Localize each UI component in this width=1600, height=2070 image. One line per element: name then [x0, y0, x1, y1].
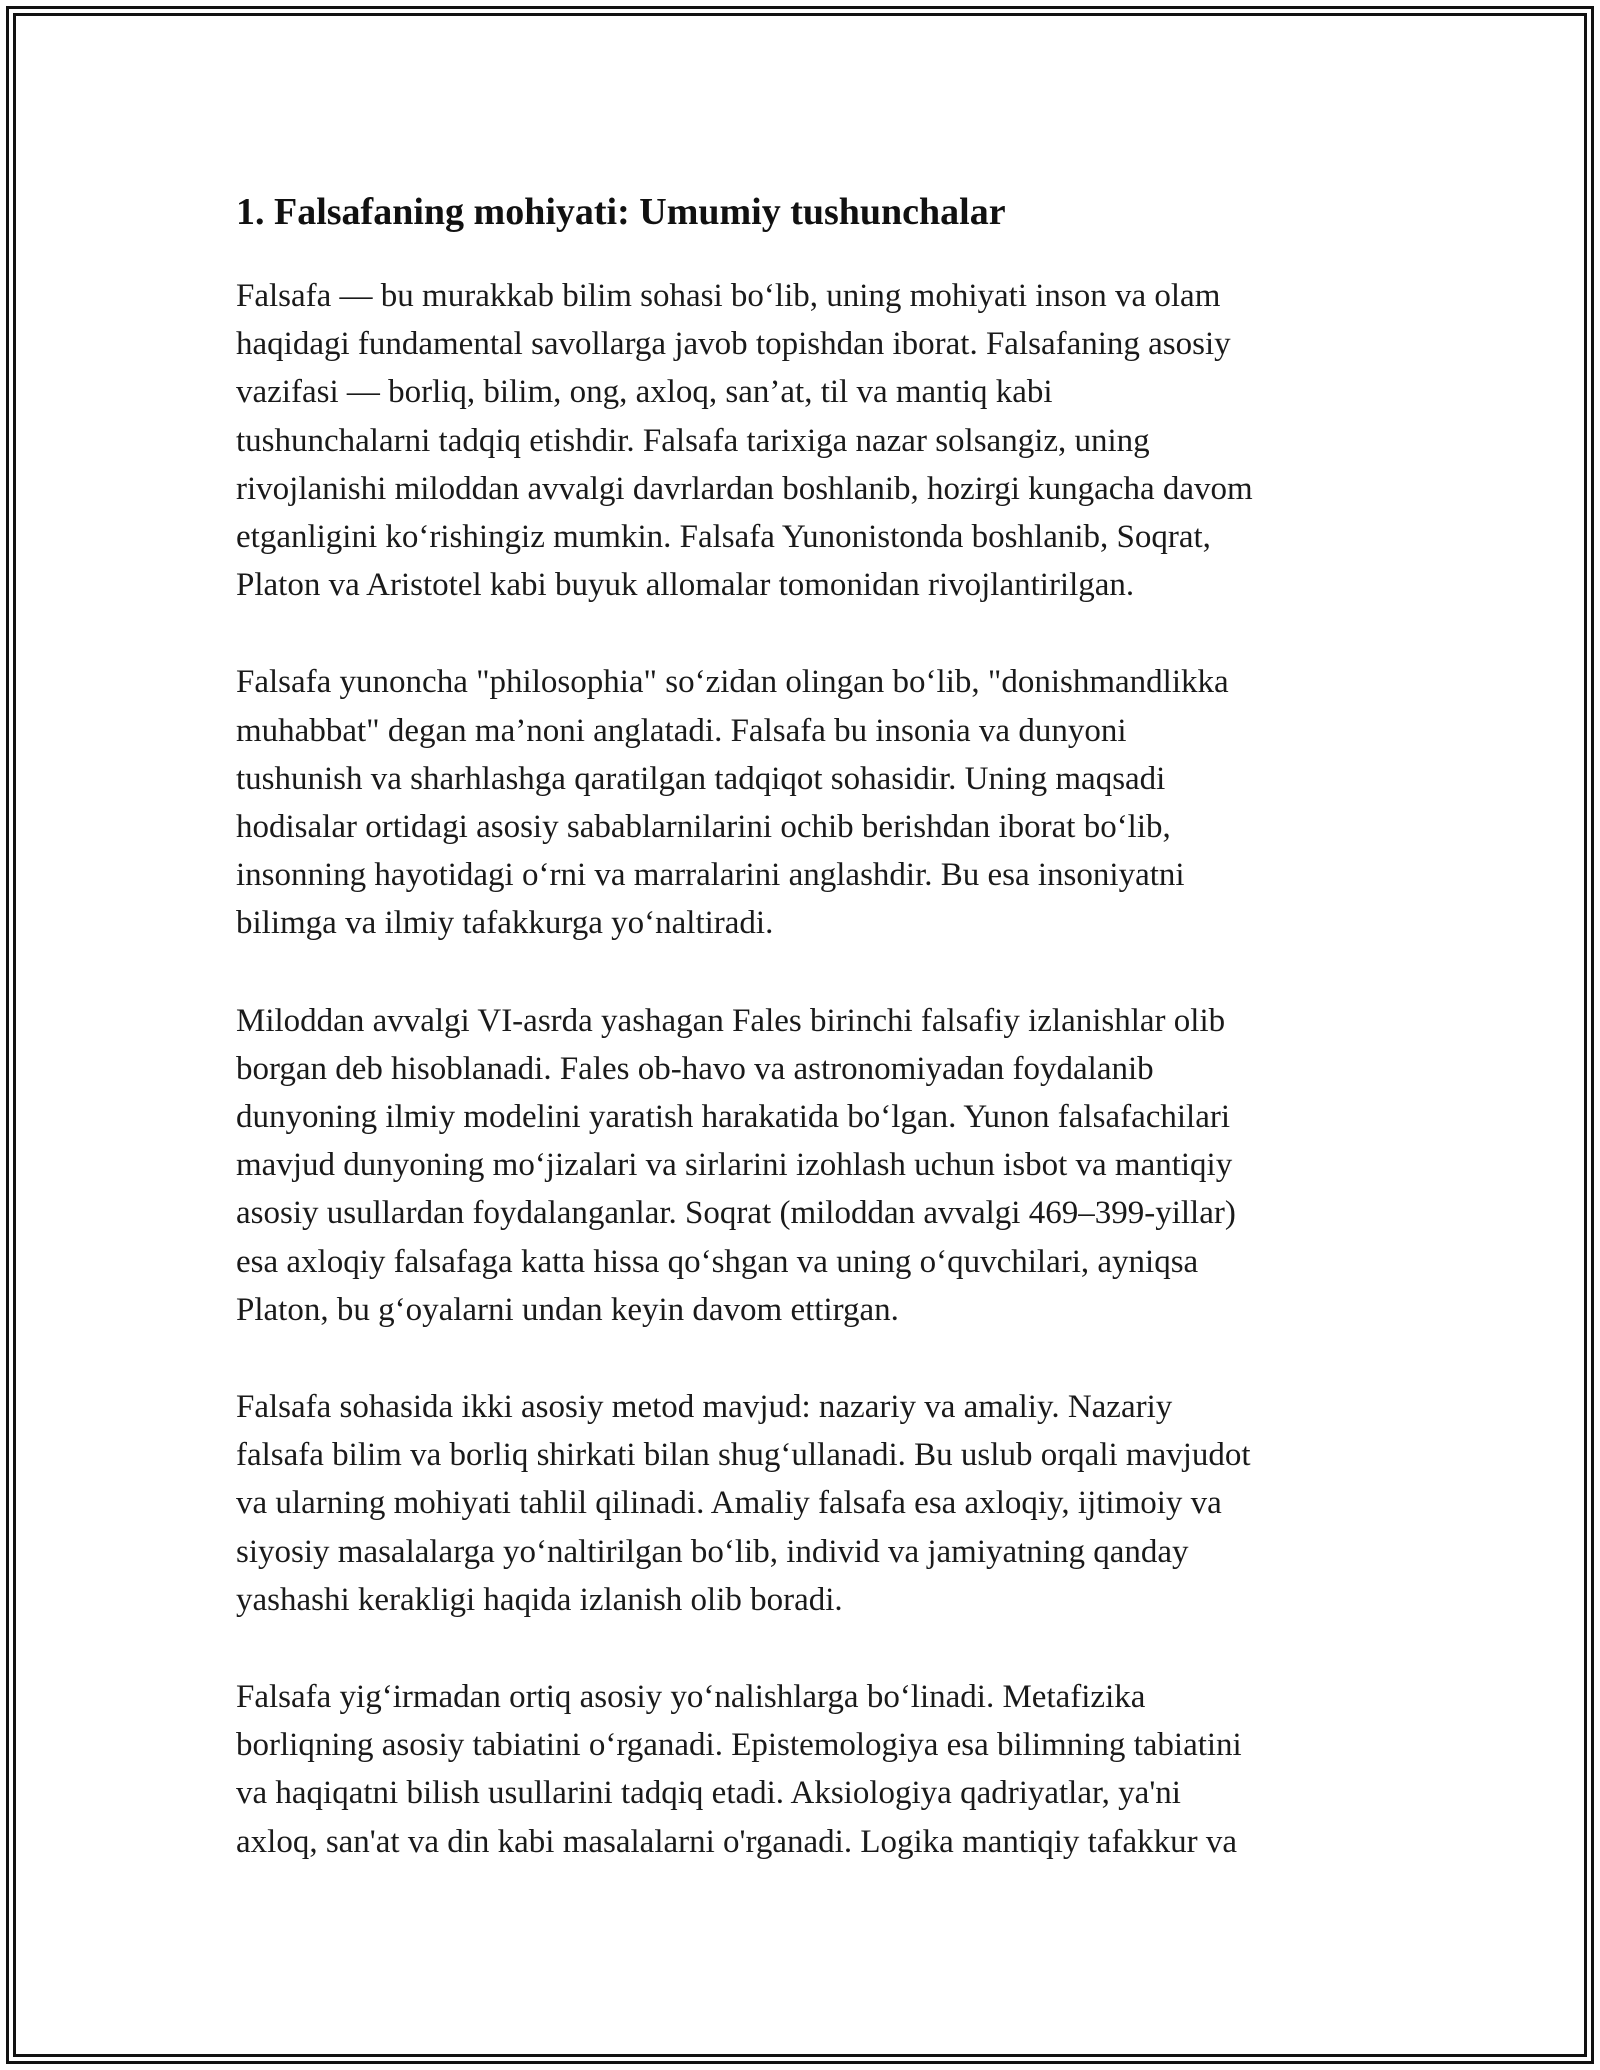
text-line: rivojlanishi miloddan avvalgi davrlardan boshlanib, hozirgi kungacha davom	[236, 470, 1253, 507]
paragraph	[236, 997, 1376, 1334]
text-line: muhabbat" degan ma’noni anglatadi. Falsafa bu insonia va dunyoni	[236, 712, 1127, 749]
text-line: haqidagi fundamental savollarga javob topishdan iborat. Falsafaning asosiy	[236, 326, 1231, 363]
paragraph	[236, 1383, 1376, 1624]
text-line: Platon va Aristotel kabi buyuk allomalar tomonidan rivojlantirilgan.	[236, 567, 1135, 604]
text-line: hodisalar ortidagi asosiy sabablarnilarini ochib berishdan iborat bo‘lib,	[236, 809, 1171, 846]
section-title: 1. Falsafaning mohiyati: Umumiy tushunchalar	[236, 191, 1006, 233]
text-line: borliqning asosiy tabiatini o‘rganadi. Epistemologiya esa bilimning tabiatini	[236, 1727, 1242, 1764]
document-body	[236, 186, 1376, 1866]
text-line: etganligini ko‘rishingiz mumkin. Falsafa Yunonistonda boshlanib, Soqrat,	[236, 519, 1211, 556]
text-line: borgan deb hisoblanadi. Fales ob-havo va astronomiyadan foydalanib	[236, 1050, 1154, 1087]
text-line: bilimga va ilmiy tafakkurga yo‘naltiradi.	[236, 905, 774, 942]
text-line: tushunish va sharhlashga qaratilgan tadqiqot sohasidir. Uning maqsadi	[236, 760, 1166, 797]
paragraph	[236, 272, 1376, 609]
text-line: vazifasi — borliq, bilim, ong, axloq, san’at, til va mantiq kabi	[236, 374, 1053, 411]
text-line: Falsafa sohasida ikki asosiy metod mavjud: nazariy va amaliy. Nazariy	[236, 1389, 1173, 1426]
text-line: asosiy usullardan foydalanganlar. Soqrat (miloddan avvalgi 469–399-yillar)	[236, 1195, 1236, 1232]
text-line: falsafa bilim va borliq shirkati bilan shug‘ullanadi. Bu uslub orqali mavjudot	[236, 1437, 1251, 1474]
text-line: Falsafa — bu murakkab bilim sohasi bo‘lib, uning mohiyati inson va olam	[236, 278, 1221, 314]
text-line: Falsafa yunoncha "philosophia" so‘zidan olingan bo‘lib, "donishmandlikka	[236, 664, 1229, 701]
text-line: axloq, san'at va din kabi masalalarni o'rganadi. Logika mantiqiy tafakkur va	[236, 1823, 1237, 1860]
paragraph	[236, 658, 1376, 947]
text-line: va haqiqatni bilish usullarini tadqiq etadi. Aksiologiya qadriyatlar, ya'ni	[236, 1775, 1181, 1812]
text-line: dunyoning ilmiy modelini yaratish harakatida bo‘lgan. Yunon falsafachilari	[236, 1099, 1231, 1136]
text-line: Miloddan avvalgi VI-asrda yashagan Fales birinchi falsafiy izlanishlar olib	[236, 1002, 1226, 1039]
text-line: insonning hayotidagi o‘rni va marralarini anglashdir. Bu esa insoniyatni	[236, 857, 1185, 894]
text-line: siyosiy masalalarga yo‘naltirilgan bo‘lib, individ va jamiyatning qanday	[236, 1533, 1189, 1570]
text-line: Platon, bu g‘oyalarni undan keyin davom ettirgan.	[236, 1291, 899, 1328]
text-line: va ularning mohiyati tahlil qilinadi. Amaliy falsafa esa axloqiy, ijtimoiy va	[236, 1485, 1222, 1522]
text-line: mavjud dunyoning mo‘jizalari va sirlarini izohlash uchun isbot va mantiqiy	[236, 1147, 1233, 1184]
text-line: esa axloqiy falsafaga katta hissa qo‘shgan va uning o‘quvchilari, ayniqsa	[236, 1243, 1199, 1280]
paragraph	[236, 1673, 1376, 1866]
text-line: Falsafa yig‘irmadan ortiq asosiy yo‘nalishlarga bo‘linadi. Metafizika	[236, 1679, 1146, 1716]
text-line: yashashi kerakligi haqida izlanish olib boradi.	[236, 1581, 843, 1618]
text-line: tushunchalarni tadqiq etishdir. Falsafa tarixiga nazar solsangiz, uning	[236, 422, 1150, 459]
